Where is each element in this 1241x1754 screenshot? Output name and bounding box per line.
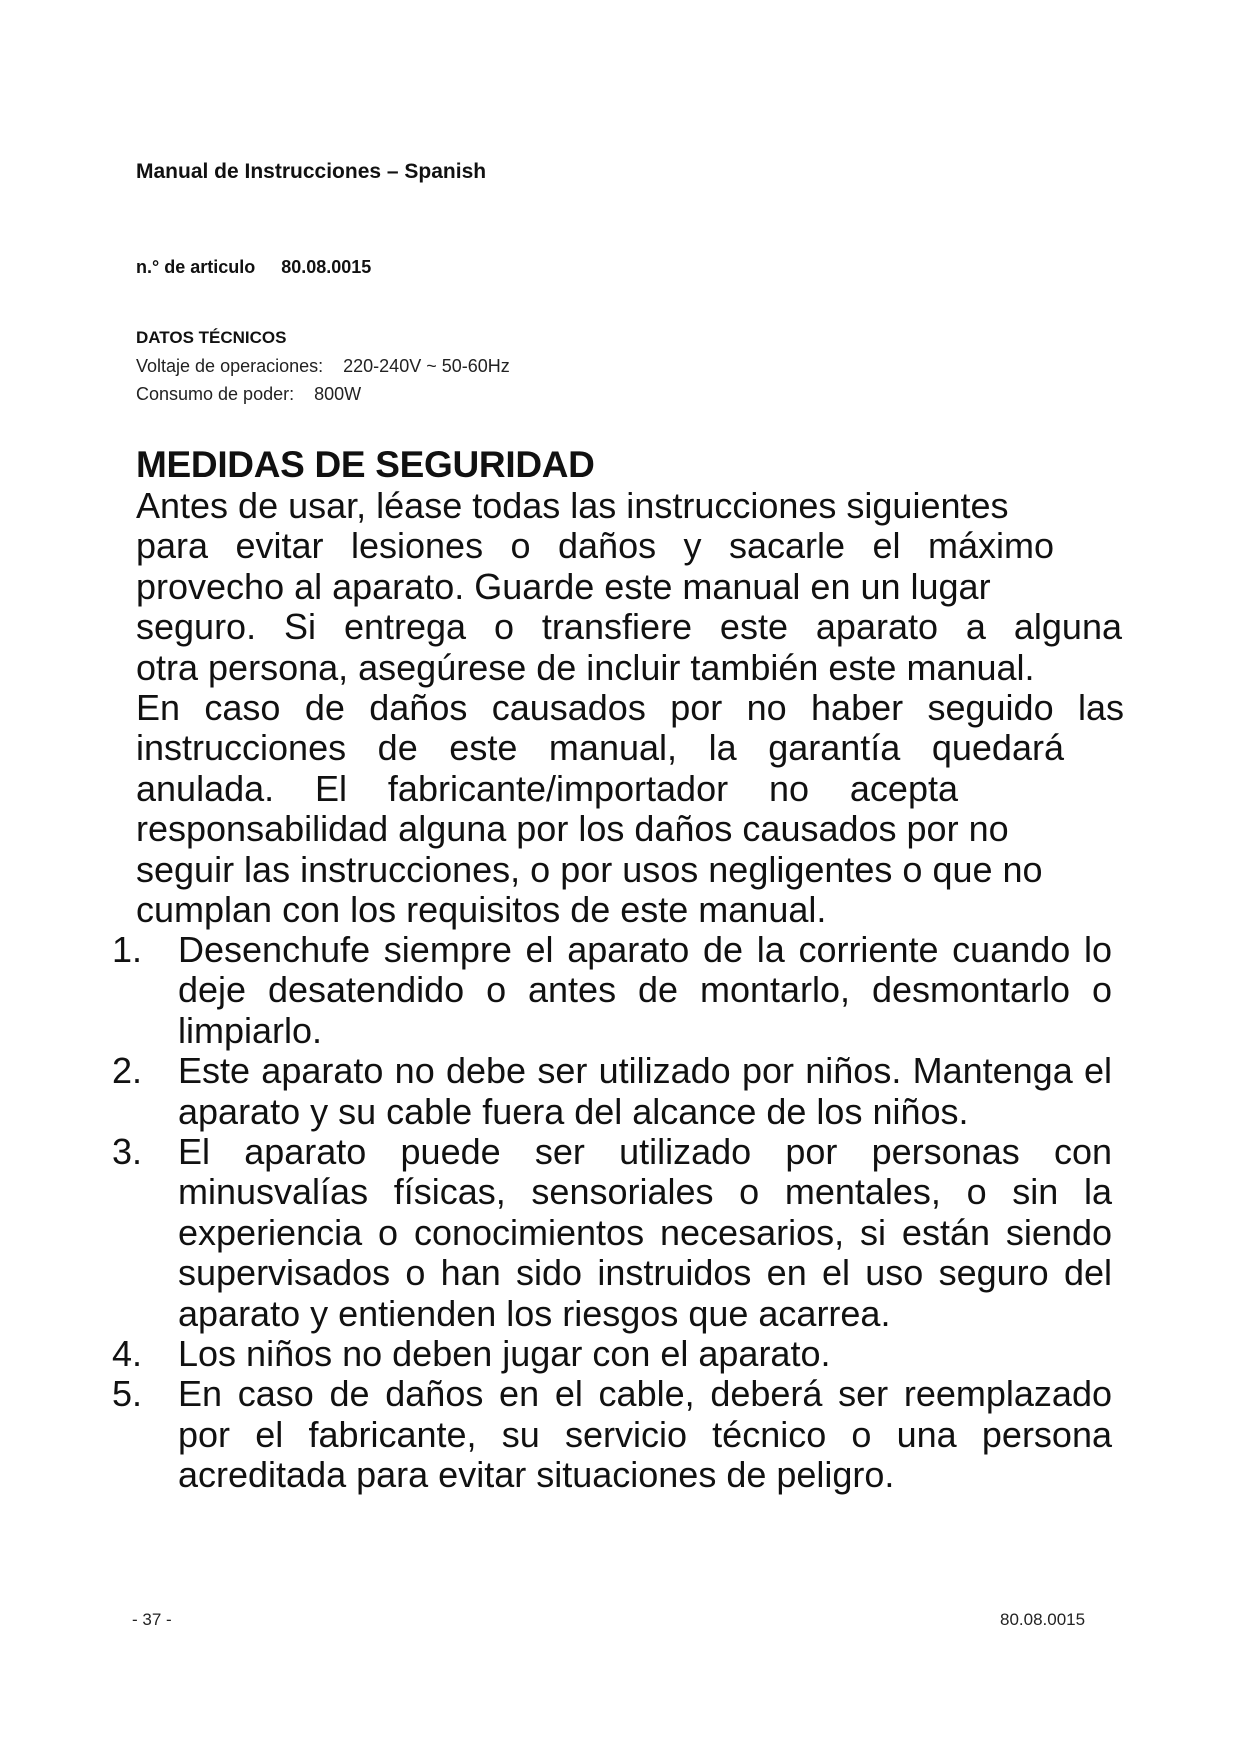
voltage-row xyxy=(136,356,510,377)
rule-number: 2. xyxy=(112,1050,143,1092)
intro-line: para evitar lesiones o daños y sacarle el máximo xyxy=(136,525,1054,567)
voltage-value: 220-240V ~ 50-60Hz xyxy=(343,356,510,376)
rule-text: Los niños no deben jugar con el aparato. xyxy=(178,1333,831,1375)
power-value: 800W xyxy=(314,384,362,404)
power-label: Consumo de poder: xyxy=(136,384,295,404)
article-label: n.° de articulo xyxy=(136,257,256,277)
intro-line: En caso de daños causados por no haber seguido las xyxy=(136,687,1124,729)
safety-heading: MEDIDAS DE SEGURIDAD xyxy=(136,444,595,485)
power-row xyxy=(136,384,361,405)
intro-line: cumplan con los requisitos de este manual. xyxy=(136,889,827,931)
footer-page-number: - 37 - xyxy=(132,1610,172,1629)
rule-text: El aparato puede ser utilizado por personas con minusvalías físicas, sensoriales o mentales, o sin la experiencia o conocimientos necesarios, si están siendo supervisados o han sido instruidos en el uso seguro del aparato y entienden los riesgos que acarrea. xyxy=(178,1131,1112,1334)
intro-line: seguir las instrucciones, o por usos negligentes o que no xyxy=(136,848,1043,890)
intro-line: instrucciones de este manual, la garantía quedará xyxy=(136,727,1064,769)
document-title: Manual de Instrucciones – Spanish xyxy=(136,160,487,183)
rule-text: En caso de daños en el cable, deberá ser reemplazado por el fabricante, su servicio técnico o una persona acreditada para evitar situaciones de peligro. xyxy=(178,1373,1112,1496)
voltage-label: Voltaje de operaciones: xyxy=(136,356,324,376)
technical-data-heading: DATOS TÉCNICOS xyxy=(136,328,287,347)
rule-number: 5. xyxy=(112,1373,143,1415)
rule-number: 3. xyxy=(112,1131,143,1173)
rule-item-5 xyxy=(112,1374,1112,1495)
rule-item-1 xyxy=(112,930,1112,1051)
rule-number: 1. xyxy=(112,929,143,970)
intro-line: responsabilidad alguna por los daños causados por no xyxy=(136,808,1009,850)
safety-rules-list xyxy=(112,930,1112,1496)
safety-intro-paragraph xyxy=(136,486,1126,930)
rule-item-3 xyxy=(112,1132,1112,1334)
article-number: 80.08.0015 xyxy=(281,257,372,277)
rule-number: 4. xyxy=(112,1333,143,1375)
article-number-line xyxy=(136,257,371,278)
footer-article-number: 80.08.0015 xyxy=(1000,1610,1086,1629)
rule-item-2 xyxy=(112,1051,1112,1132)
intro-line: Antes de usar, léase todas las instrucciones siguientes xyxy=(136,485,1009,526)
intro-line: seguro. Si entrega o transfiere este aparato a alguna xyxy=(136,606,1122,648)
rule-item-4 xyxy=(112,1334,1112,1374)
intro-line: provecho al aparato. Guarde este manual en un lugar xyxy=(136,565,991,607)
rule-text: Este aparato no debe ser utilizado por niños. Mantenga el aparato y su cable fuera del alcance de los niños. xyxy=(178,1050,1112,1132)
intro-line: otra persona, asegúrese de incluir también este manual. xyxy=(136,646,1035,688)
rule-text: Desenchufe siempre el aparato de la corriente cuando lo deje desatendido o antes de montarlo, desmontarlo o limpiarlo. xyxy=(178,929,1112,1051)
intro-line: anulada. El fabricante/importador no acepta xyxy=(136,767,958,809)
